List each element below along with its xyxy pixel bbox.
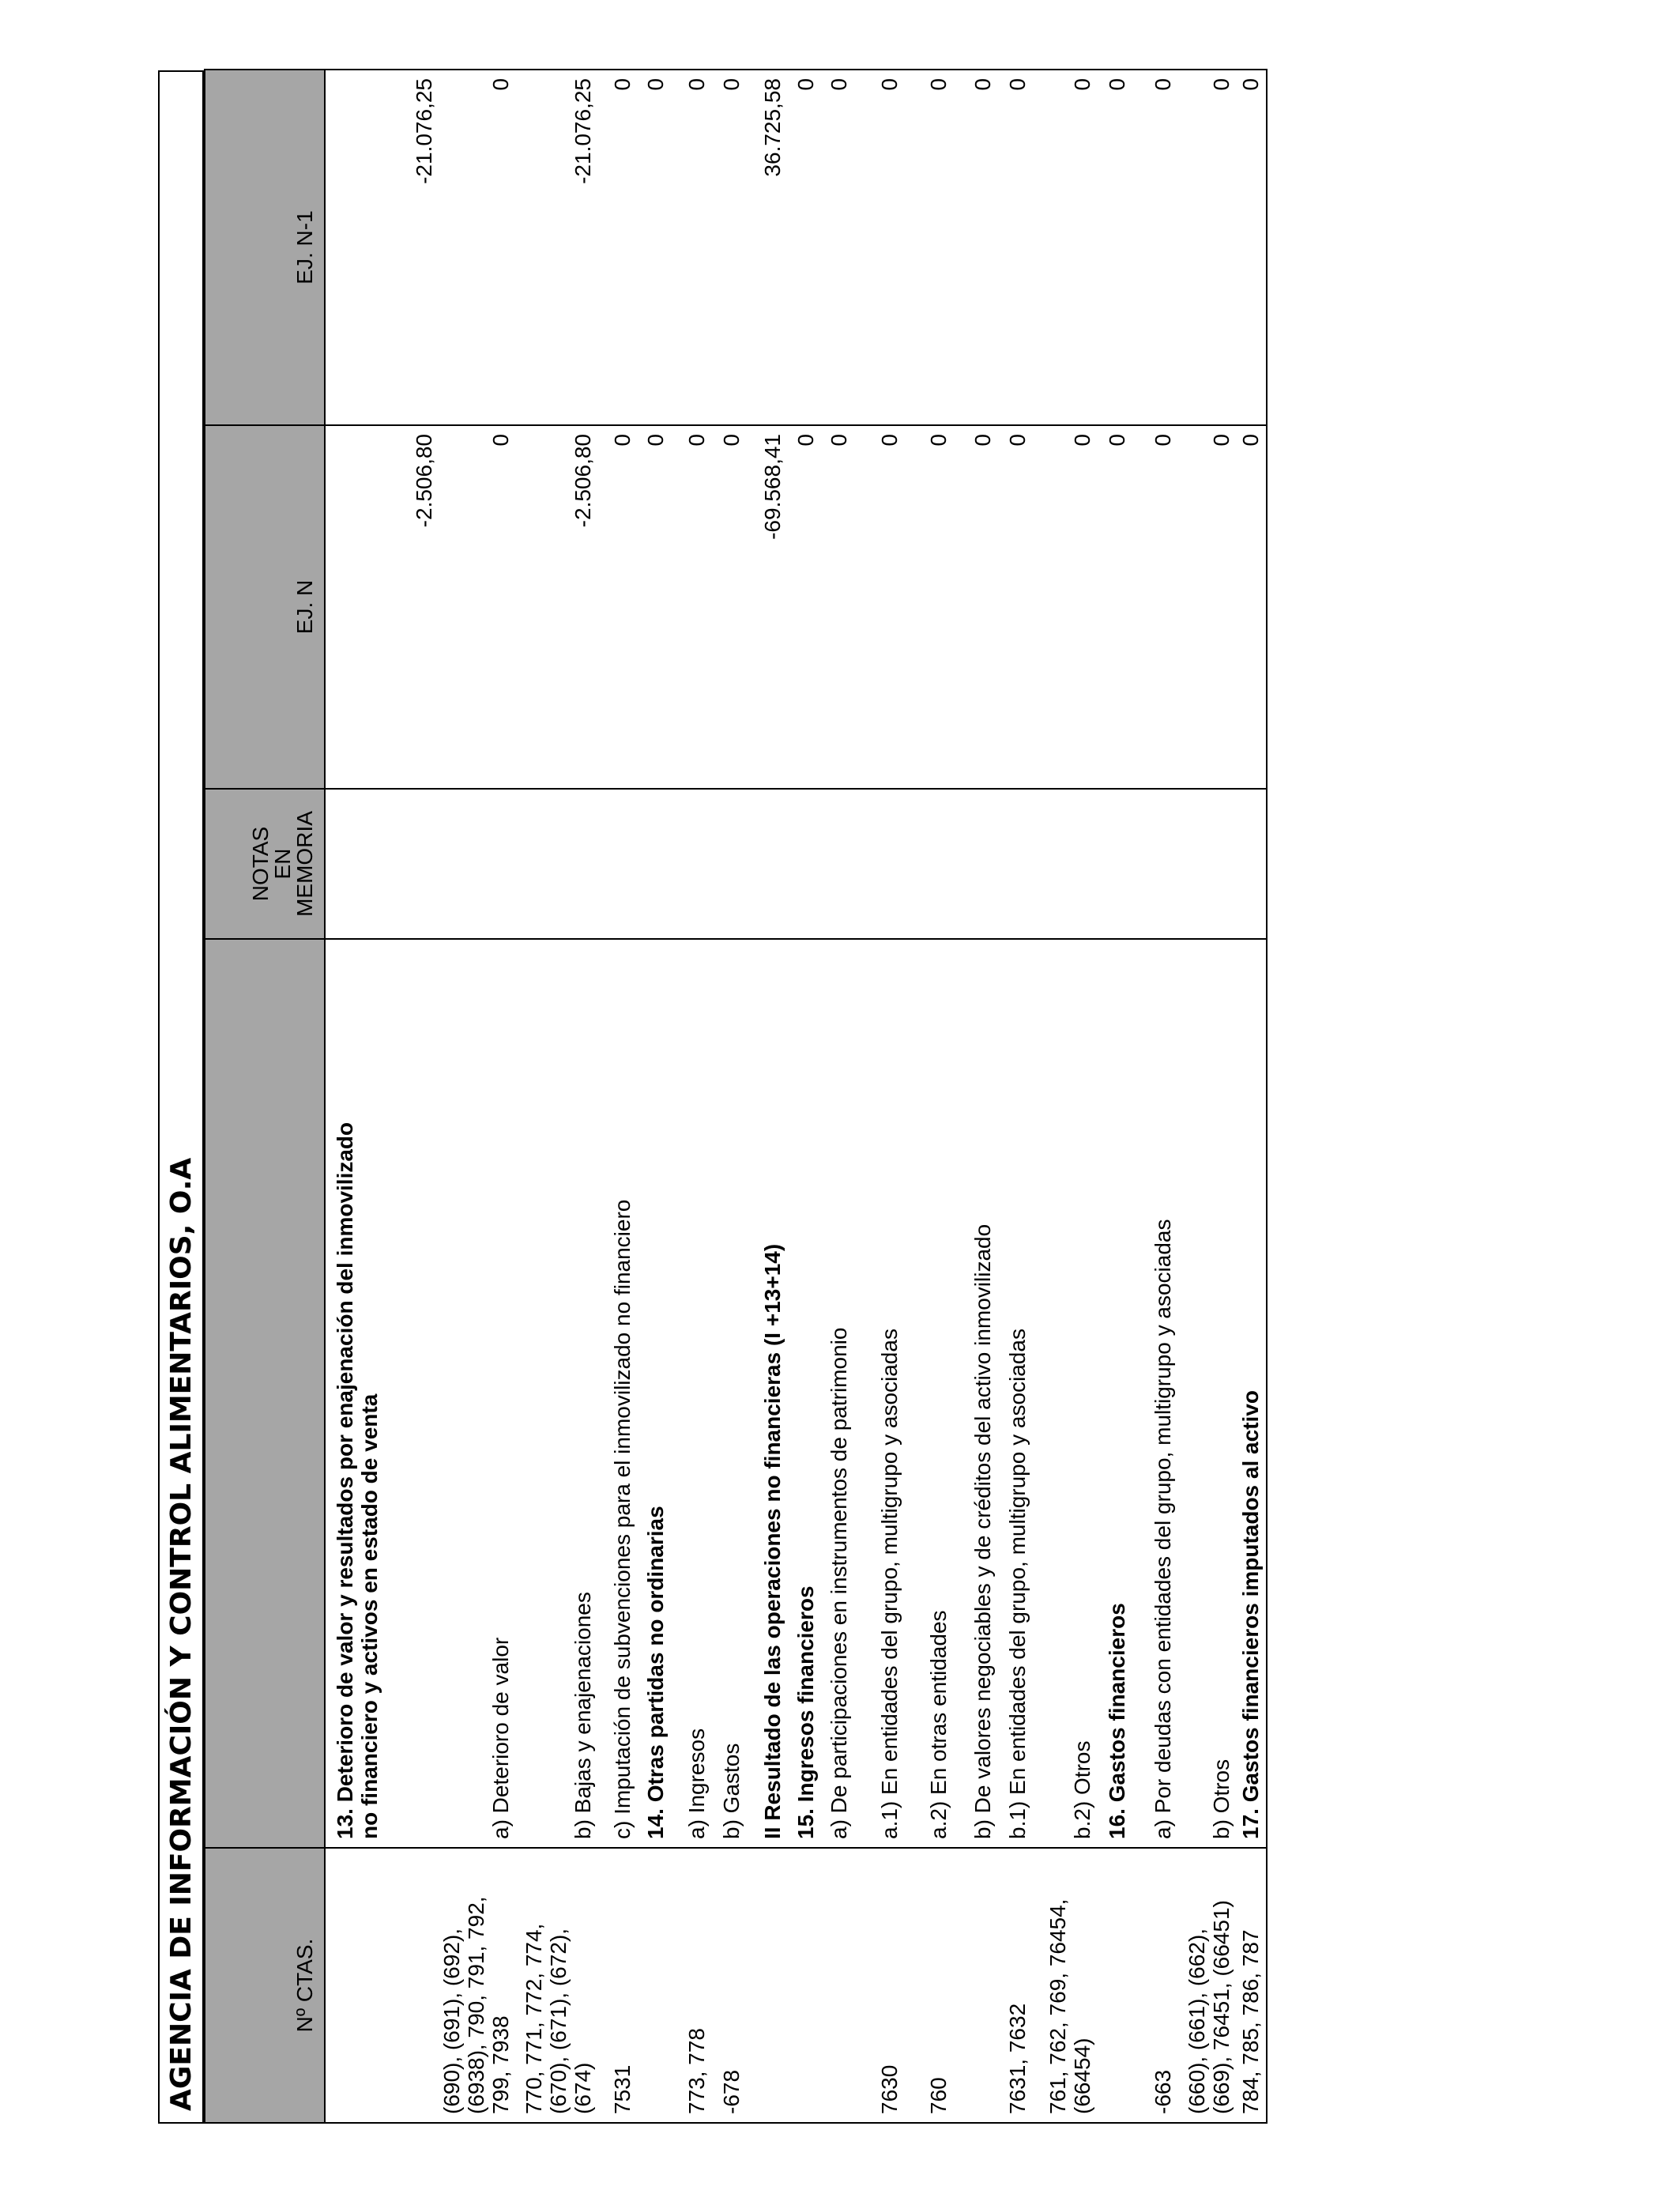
ej-n-cell: -69.568,41 (747, 425, 788, 789)
cuentas-cell: 7630 (854, 1848, 905, 2123)
notas-cell (905, 789, 954, 939)
description-cell: 13. Deterioro de valor y resultados por enajenación del inmovilizado no financiero y activos en estado de venta (325, 939, 440, 1848)
notas-cell (998, 789, 1033, 939)
description-cell: b) Gastos (712, 939, 747, 1848)
cuentas-cell: 7531 (598, 1848, 638, 2123)
cuentas-cell: -678 (712, 1848, 747, 2123)
ej-n-cell: 0 (712, 425, 747, 789)
ej-n-cell: 0 (821, 425, 854, 789)
description-cell: b) Bajas y enajenaciones (516, 939, 598, 1848)
table-row (747, 70, 788, 2123)
description-cell: c) Imputación de subvenciones para el inmovilizado no financiero (598, 939, 638, 1848)
ej-n-cell: 0 (905, 425, 954, 789)
description-cell: a.2) En otras entidades (905, 939, 954, 1848)
cuentas-cell: 784, 785, 786, 787 (1237, 1848, 1267, 2123)
notas-cell (1132, 789, 1178, 939)
ej-n1-cell: 0 (638, 70, 671, 425)
description-cell: 15. Ingresos financieros (788, 939, 821, 1848)
ej-n1-cell: -21.076,25 (325, 70, 440, 425)
table-row (821, 70, 854, 2123)
cuentas-cell: 761, 762, 769, 76454, (66454) (1033, 1848, 1098, 2123)
ej-n1-cell: 0 (905, 70, 954, 425)
table-row (1033, 70, 1098, 2123)
ej-n-cell: 0 (598, 425, 638, 789)
rotated-page (158, 70, 1522, 2124)
ej-n1-cell: 0 (1132, 70, 1178, 425)
cuentas-cell (325, 1848, 440, 2123)
description-cell: a) Deterioro de valor (440, 939, 516, 1848)
ej-n-cell: 0 (854, 425, 905, 789)
cuentas-cell (747, 1848, 788, 2123)
ej-n1-cell: 0 (1098, 70, 1132, 425)
table-row (905, 70, 954, 2123)
header-notas: NOTAS EN MEMORIA (205, 789, 325, 939)
table-row (788, 70, 821, 2123)
table-row (1132, 70, 1178, 2123)
ej-n1-cell: -21.076,25 (516, 70, 598, 425)
description-cell: 14. Otras partidas no ordinarias (638, 939, 671, 1848)
notas-cell (516, 789, 598, 939)
header-ej-n: EJ. N (205, 425, 325, 789)
ej-n-cell: 0 (788, 425, 821, 789)
ej-n-cell: 0 (1178, 425, 1237, 789)
notas-cell (598, 789, 638, 939)
cuentas-cell: 773, 778 (671, 1848, 712, 2123)
ej-n-cell: 0 (440, 425, 516, 789)
description-cell: b.2) Otros (1033, 939, 1098, 1848)
ej-n-cell: 0 (1033, 425, 1098, 789)
ej-n-cell: 0 (671, 425, 712, 789)
table-row (1098, 70, 1132, 2123)
cuentas-cell: 7631, 7632 (998, 1848, 1033, 2123)
table-row (954, 70, 998, 2123)
header-ej-n1: EJ. N-1 (205, 70, 325, 425)
ej-n1-cell: 0 (440, 70, 516, 425)
header-cuentas: Nº CTAS. (205, 1848, 325, 2123)
ej-n1-cell: 0 (821, 70, 854, 425)
description-cell: 16. Gastos financieros (1098, 939, 1132, 1848)
description-cell: b.1) En entidades del grupo, multigrupo y asociadas (998, 939, 1033, 1848)
table-row (598, 70, 638, 2123)
table-row (998, 70, 1033, 2123)
cuentas-cell: 760 (905, 1848, 954, 2123)
notas-cell (1237, 789, 1267, 939)
table-row (671, 70, 712, 2123)
notas-cell (854, 789, 905, 939)
table-row (440, 70, 516, 2123)
description-cell: b) De valores negociables y de créditos del activo inmovilizado (954, 939, 998, 1848)
notas-cell (325, 789, 440, 939)
table-row (854, 70, 905, 2123)
cuentas-cell (788, 1848, 821, 2123)
table-row (325, 70, 440, 2123)
notas-cell (1033, 789, 1098, 939)
ej-n1-cell: 36.725,58 (747, 70, 788, 425)
results-table (204, 69, 1268, 2124)
notas-cell (712, 789, 747, 939)
ej-n1-cell: 0 (1237, 70, 1267, 425)
ej-n1-cell: 0 (712, 70, 747, 425)
ej-n1-cell: 0 (1033, 70, 1098, 425)
notas-cell (821, 789, 854, 939)
ej-n-cell: 0 (638, 425, 671, 789)
table-row (638, 70, 671, 2123)
cuentas-cell (954, 1848, 998, 2123)
description-cell: a.1) En entidades del grupo, multigrupo y asociadas (854, 939, 905, 1848)
ej-n-cell: 0 (1098, 425, 1132, 789)
ej-n1-cell: 0 (1178, 70, 1237, 425)
cuentas-cell (821, 1848, 854, 2123)
table-row (516, 70, 598, 2123)
ej-n1-cell: 0 (954, 70, 998, 425)
header-descripcion (205, 939, 325, 1848)
notas-cell (788, 789, 821, 939)
description-cell: a) Ingresos (671, 939, 712, 1848)
ej-n-cell: 0 (954, 425, 998, 789)
cuentas-cell: (660), (661), (662), (669), 76451, (66451) (1178, 1848, 1237, 2123)
description-cell: a) De participaciones en instrumentos de patrimonio (821, 939, 854, 1848)
ej-n-cell: 0 (1237, 425, 1267, 789)
cuentas-cell: 770, 771, 772, 774, (670), (671), (672), (674) (516, 1848, 598, 2123)
cuentas-cell: (690), (691), (692), (6938), 790, 791, 792, 799, 7938 (440, 1848, 516, 2123)
notas-cell (954, 789, 998, 939)
page-title: AGENCIA DE INFORMACIÓN Y CONTROL ALIMENTARIOS, O.A (158, 70, 204, 2124)
ej-n1-cell: 0 (671, 70, 712, 425)
notas-cell (1098, 789, 1132, 939)
table-row (1178, 70, 1237, 2123)
ej-n-cell: 0 (998, 425, 1033, 789)
ej-n1-cell: 0 (598, 70, 638, 425)
ej-n1-cell: 0 (854, 70, 905, 425)
description-cell: a) Por deudas con entidades del grupo, multigrupo y asociadas (1132, 939, 1178, 1848)
ej-n1-cell: 0 (788, 70, 821, 425)
table-header-row (205, 70, 325, 2123)
notas-cell (671, 789, 712, 939)
notas-cell (1178, 789, 1237, 939)
description-cell: 17. Gastos financieros imputados al activo (1237, 939, 1267, 1848)
table-row (712, 70, 747, 2123)
cuentas-cell (638, 1848, 671, 2123)
cuentas-cell (1098, 1848, 1132, 2123)
description-cell: b) Otros (1178, 939, 1237, 1848)
cuentas-cell: -663 (1132, 1848, 1178, 2123)
notas-cell (440, 789, 516, 939)
notas-cell (747, 789, 788, 939)
description-cell: II Resultado de las operaciones no financieras (I +13+14) (747, 939, 788, 1848)
ej-n1-cell: 0 (998, 70, 1033, 425)
table-row (1237, 70, 1267, 2123)
ej-n-cell: -2.506,80 (325, 425, 440, 789)
ej-n-cell: -2.506,80 (516, 425, 598, 789)
ej-n-cell: 0 (1132, 425, 1178, 789)
notas-cell (638, 789, 671, 939)
